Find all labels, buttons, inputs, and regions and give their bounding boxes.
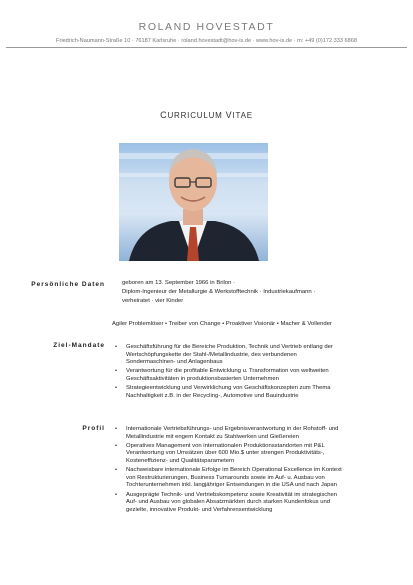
document-title: CURRICULUM VITAE — [160, 110, 253, 120]
list-item: • Internationale Vertriebsführungs- und Ergebnisverantwortung in der Rohstoff- und Metallindustrie mit engem Kontakt zu Stahlwerken und Gießereien — [115, 426, 339, 440]
list-item: • Ausgeprägte Technik- und Vertriebskompetenz sowie Kreativität im strategischen Auf- und Ausbau von globalen Absatzmärkten durch starken Kundenfokus und gezielte, innovative Produkt- und Verfahrensentwicklung — [115, 491, 338, 513]
header-name: ROLAND HOVESTADT — [138, 21, 275, 33]
list-item: • Strategieentwicklung und Verwirklichung von Geschäftskonzepten zum Thema Nachhaltigkeit z.B. in der Recycling-, Automotive und Bauindustrie — [115, 385, 331, 399]
list-item: • Nachweisbare internationale Erfolge im Bereich Operational Excellence im Kontext von Restrukturierungen, Business Turnarounds sowie im Auf- u. Ausbau von Tochterunternehmen inkl. langjähriger Entsendungen in die USA und nach Japan — [115, 467, 342, 489]
personal-line: verheiratet · vier Kinder — [122, 298, 184, 304]
list-item: • Operatives Management von internationalen Produktionsstandorten mit P&L Verantwortung von Umsätzen über 600 Mio.$ unter strengen Produktivitäts-, Kosteneffizienz- und Qualitätsparametern — [115, 442, 325, 464]
personal-line: Diplom-Ingenieur der Metallurgie & Werkstofftechnik · Industriekaufmann · — [122, 289, 316, 295]
list-item: • Verantwortung für die profitable Entwicklung u. Transformation von weltweiten Geschäftsaktivitäten in produktionsbasierten Unternehmen — [115, 368, 329, 382]
profile-list — [115, 426, 342, 516]
header-divider — [6, 47, 407, 48]
section-label-goals: Ziel-Mandate — [53, 342, 105, 349]
list-item: • Geschäftsführung für die Bereiche Produktion, Technik und Vertrieb entlang der Wertschöpfungskette der Stahl-/Metallindustrie, des verbundenen Sondermaschinen- und Anlagenbaus — [115, 344, 333, 366]
tagline: Agiler Problemlöser • Treiber von Change • Proaktiver Visionär • Macher & Vollender — [112, 321, 332, 327]
goals-list — [115, 344, 333, 402]
section-label-profile: Profil — [82, 425, 105, 432]
personal-line: geboren am 13. September 1966 in Brilon · — [122, 280, 235, 286]
section-label-personal: Persönliche Daten — [31, 281, 105, 288]
portrait-photo-icon — [119, 143, 268, 261]
header-contact: Friedrich-Naumann-Straße 10 · 76187 Karlsruhe · roland.hovestadt@hov-is.de · www.hov-is.de · m: +49 (0)172 333 6868 — [56, 38, 357, 44]
